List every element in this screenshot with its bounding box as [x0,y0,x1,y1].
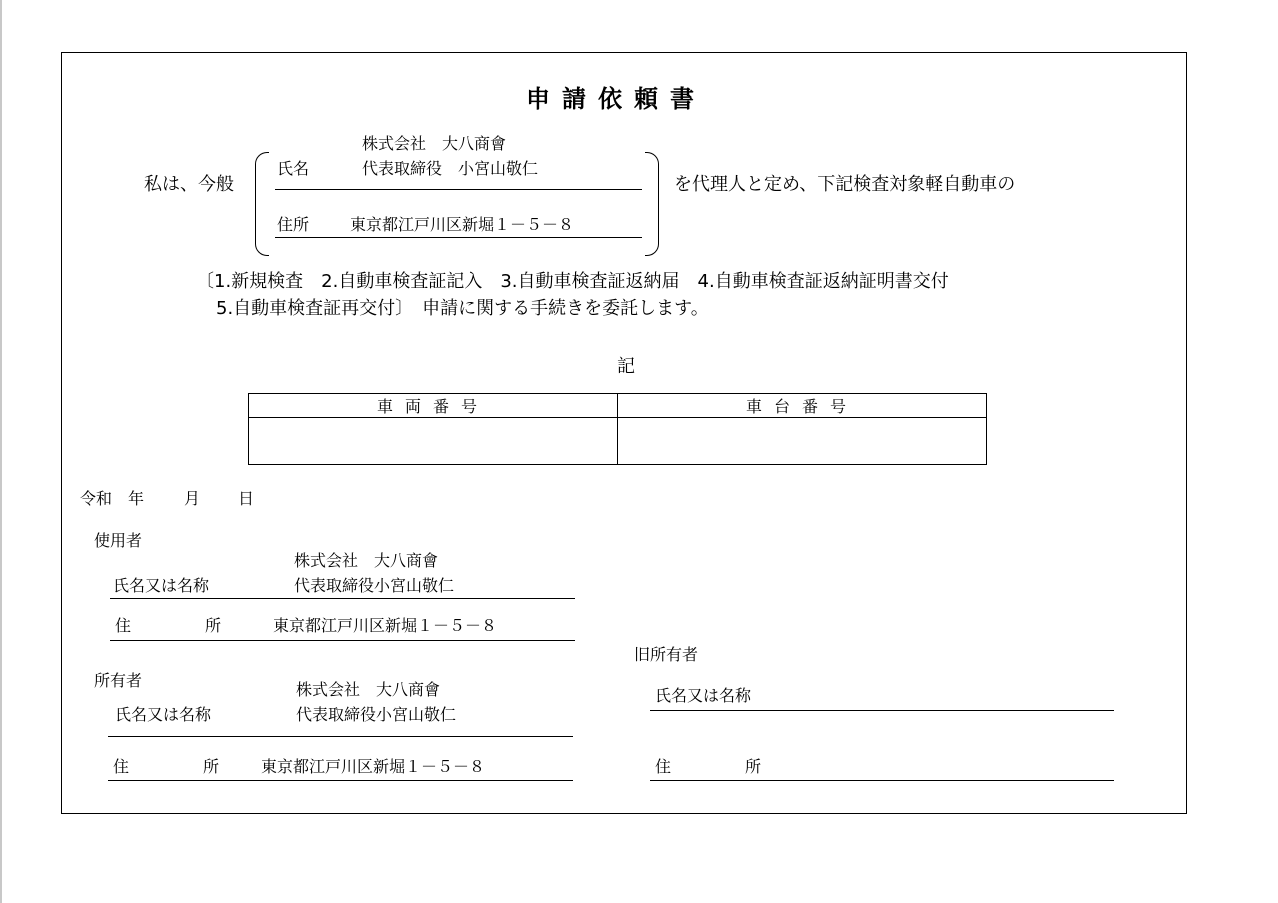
former-owner-name-underline [650,710,1114,711]
owner-company: 株式会社 大八商會 [296,680,441,699]
chassis-number-cell[interactable] [618,418,987,465]
procedures-line-2: 5.自動車検査証再交付〕 申請に関する手続きを委託します。 [216,298,709,319]
owner-name-underline [108,736,573,737]
owner-address: 東京都江戸川区新堀１－５－８ [261,757,486,776]
user-company: 株式会社 大八商會 [294,551,439,570]
agent-address-underline [275,237,642,238]
agent-address: 東京都江戸川区新堀１－５－８ [350,215,575,234]
agent-name-label: 氏名 [277,159,310,178]
vehicle-number-cell[interactable] [249,418,618,465]
procedures-line-1: 〔1.新規検査 2.自動車検査証記入 3.自動車検査証返納届 4.自動車検査証返納証明書交付 [196,271,949,292]
owner-address-underline [108,780,573,781]
former-owner-address-underline [650,780,1114,781]
header-vehicle-number: 車両番号 [249,394,618,418]
user-name-underline [110,598,575,599]
user-address: 東京都江戸川区新堀１－５－８ [273,616,498,635]
intro-prefix: 私は、今般 [144,174,234,195]
agent-company: 株式会社 大八商會 [362,134,507,153]
agent-representative: 代表取締役 小宮山敬仁 [362,159,539,178]
user-section-label: 使用者 [94,531,143,550]
page-edge [0,0,2,903]
former-owner-section-label: 旧所有者 [634,645,699,664]
table-row [249,418,987,465]
former-owner-name-label: 氏名又は名称 [655,686,752,705]
date-year: 年 [128,489,145,508]
user-address-label-1: 住 [115,616,132,635]
user-representative: 代表取締役小宮山敬仁 [294,576,455,595]
user-address-underline [110,640,575,641]
vehicle-table [248,393,987,465]
user-name-label: 氏名又は名称 [113,576,210,595]
date-era: 令和 [80,489,113,508]
date-day: 日 [238,489,255,508]
agent-address-label: 住所 [277,215,310,234]
owner-address-label-2: 所 [203,757,220,776]
header-chassis-number: 車台番号 [618,394,987,418]
user-address-label-2: 所 [205,616,222,635]
bracket-left [255,152,269,256]
owner-section-label: 所有者 [94,671,143,690]
bracket-right [645,152,659,256]
owner-representative: 代表取締役小宮山敬仁 [296,705,457,724]
owner-address-label-1: 住 [113,757,130,776]
owner-name-label: 氏名又は名称 [115,705,212,724]
former-owner-address-label-2: 所 [745,757,762,776]
agent-name-underline [275,189,642,190]
intro-suffix: を代理人と定め、下記検査対象軽自動車の [674,174,1016,195]
date-month: 月 [184,489,201,508]
former-owner-address-label-1: 住 [655,757,672,776]
document-title: 申請依頼書 [526,85,706,113]
ki-label: 記 [617,356,635,377]
